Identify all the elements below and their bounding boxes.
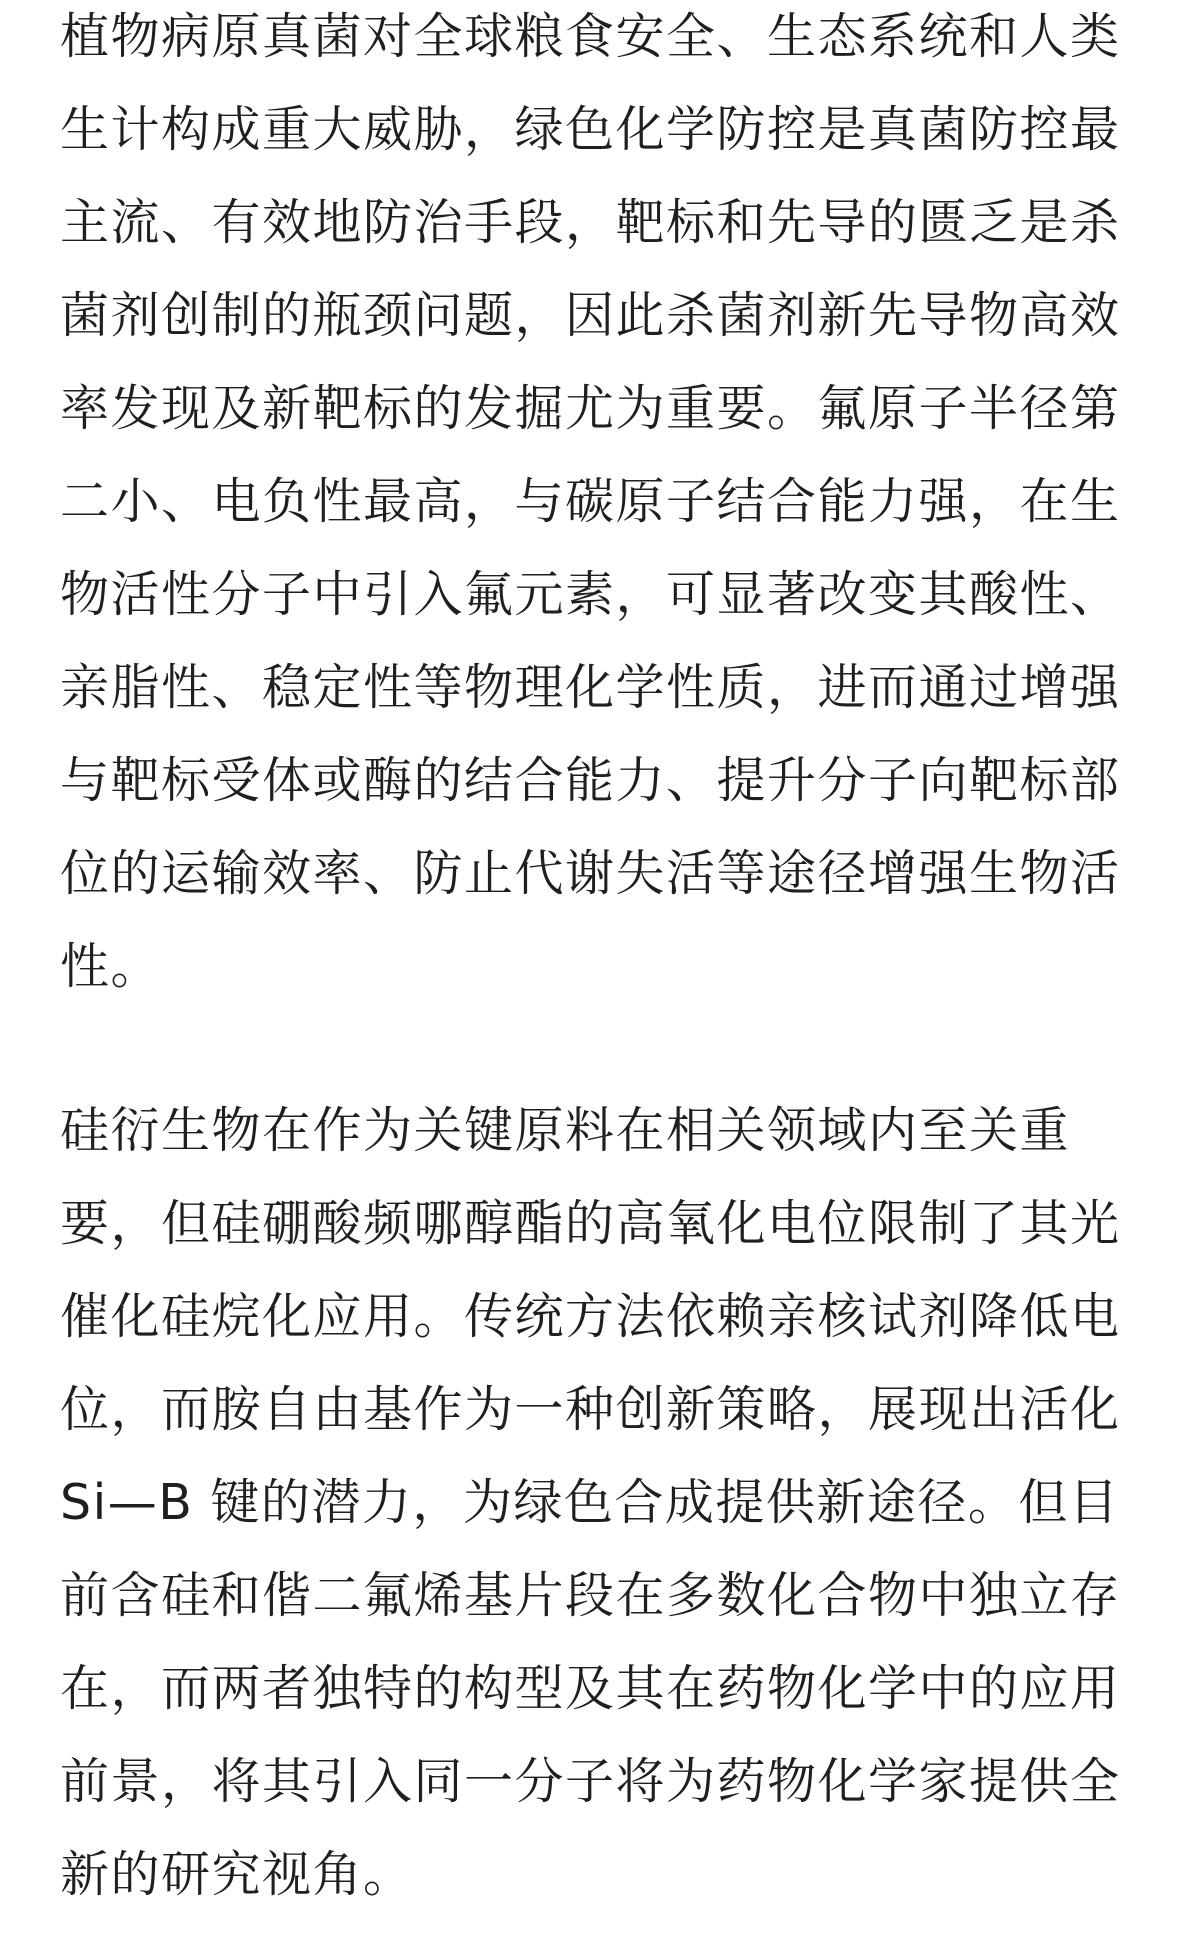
text-line: 前景，将其引入同一分子将为药物化学家提供全 xyxy=(60,1753,1121,1810)
text-line: 物活性分子中引入氟元素，可显著改变其酸性、 xyxy=(60,566,1121,623)
text-line: 位，而胺自由基作为一种创新策略，展现出活化 xyxy=(60,1381,1121,1438)
text-line: 主流、有效地防治手段，靶标和先导的匮乏是杀 xyxy=(60,194,1121,251)
text-line: Si—B 键的潜力，为绿色合成提供新途径。但目 xyxy=(60,1474,1120,1531)
text-line: 性。 xyxy=(60,938,162,995)
text-line: 前含硅和偕二氟烯基片段在多数化合物中独立存 xyxy=(60,1567,1121,1624)
text-line: 位的运输效率、防止代谢失活等途径增强生物活 xyxy=(60,845,1121,902)
text-line: 生计构成重大威胁，绿色化学防控是真菌防控最 xyxy=(60,101,1121,158)
text-line: 要，但硅硼酸频哪醇酯的高氧化电位限制了其光 xyxy=(60,1195,1121,1252)
text-line: 二小、电负性最高，与碳原子结合能力强，在生 xyxy=(60,473,1121,530)
paragraph-fungal-control xyxy=(60,0,1120,1013)
text-line: 硅衍生物在作为关键原料在相关领域内至关重 xyxy=(60,1102,1071,1159)
text-line: 新的研究视角。 xyxy=(60,1846,414,1903)
text-line: 催化硅烷化应用。传统方法依赖亲核试剂降低电 xyxy=(60,1288,1121,1345)
text-line: 亲脂性、稳定性等物理化学性质，进而通过增强 xyxy=(60,659,1121,716)
text-line: 率发现及新靶标的发掘尤为重要。氟原子半径第 xyxy=(60,380,1121,437)
text-line: 菌剂创制的瓶颈问题，因此杀菌剂新先导物高效 xyxy=(60,287,1121,344)
text-line: 在，而两者独特的构型及其在药物化学中的应用 xyxy=(60,1660,1121,1717)
text-line: 植物病原真菌对全球粮食安全、生态系统和人类 xyxy=(60,8,1121,65)
text-line: 与靶标受体或酶的结合能力、提升分子向靶标部 xyxy=(60,752,1121,809)
paragraph-silicon-derivatives xyxy=(60,1084,1120,1921)
